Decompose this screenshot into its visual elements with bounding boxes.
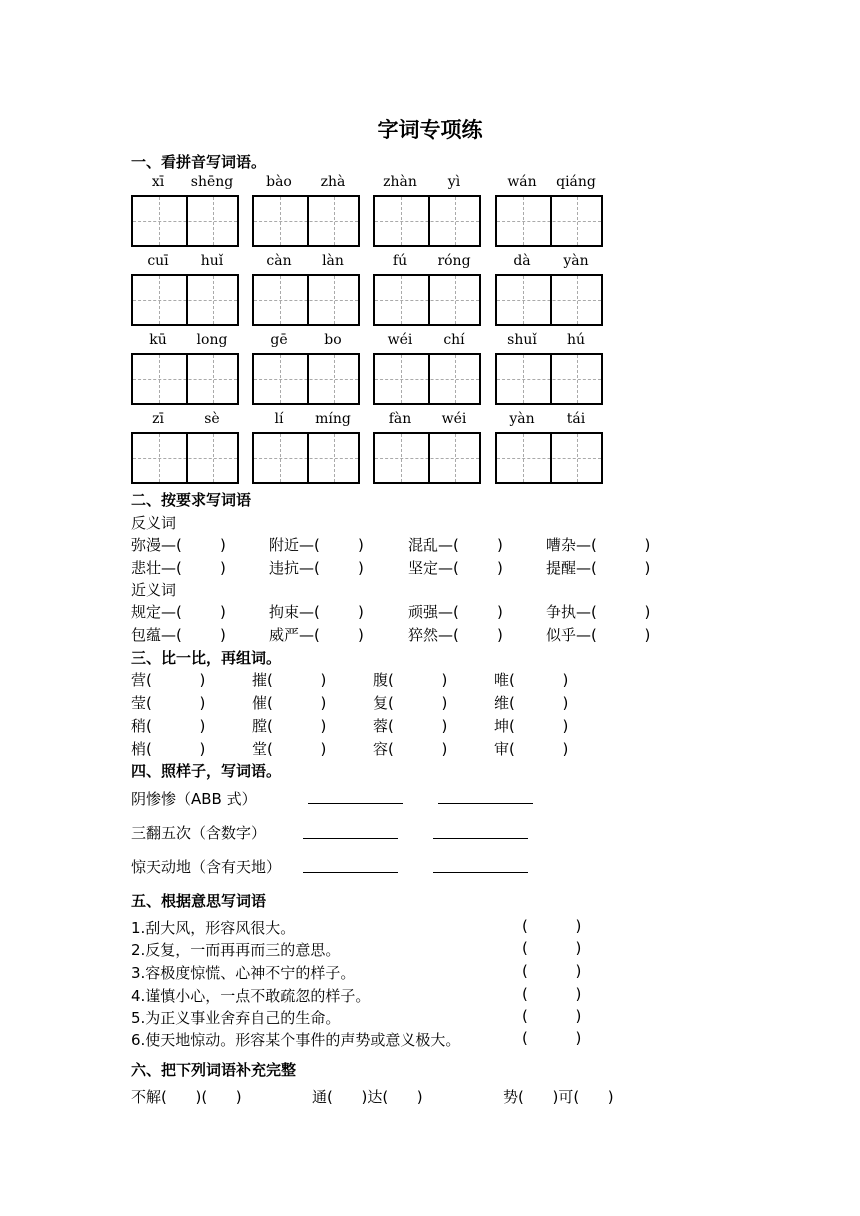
pinyin-label: chí (443, 332, 465, 348)
pinyin-label: kū (149, 332, 167, 348)
pinyin-label: bào (266, 174, 292, 190)
word-pair: 提醒—( ) (546, 559, 651, 577)
writing-grid[interactable] (252, 353, 360, 405)
answer-line[interactable] (308, 803, 403, 804)
word-pair: 嘈杂—( ) (546, 536, 651, 554)
word-pair: 似乎—( ) (546, 626, 651, 644)
compare-word: 堂( ) (252, 740, 327, 758)
pinyin-label: càn (266, 253, 292, 269)
writing-grid[interactable] (252, 195, 360, 247)
writing-grid[interactable] (373, 274, 481, 326)
compare-word: 摧( ) (252, 671, 327, 689)
definition-item: 2.反复，一而再再而三的意思。 (131, 941, 341, 959)
example-item: 阴惨惨（ABB 式） (131, 790, 257, 808)
writing-grid[interactable] (495, 274, 603, 326)
pinyin-label: gē (270, 332, 288, 348)
writing-grid[interactable] (373, 195, 481, 247)
definition-item: 5.为正义事业舍弃自己的生命。 (131, 1009, 341, 1027)
section-1-heading: 一、看拼音写词语。 (131, 153, 267, 171)
compare-word: 坤( ) (494, 717, 569, 735)
pinyin-label: yàn (563, 253, 589, 269)
compare-word: 莹( ) (131, 694, 206, 712)
pinyin-label: fàn (388, 411, 412, 427)
answer-line[interactable] (433, 872, 528, 873)
compare-word: 容( ) (373, 740, 448, 758)
pinyin-label: bo (324, 332, 342, 348)
compare-word: 梢( ) (131, 740, 206, 758)
idiom-fill: 不解( )( ) (131, 1088, 242, 1106)
pinyin-label: tái (566, 411, 586, 427)
pinyin-label: shuǐ (507, 332, 537, 348)
word-pair: 坚定—( ) (408, 559, 503, 577)
pinyin-label: dà (513, 253, 531, 269)
word-pair: 猝然—( ) (408, 626, 503, 644)
pinyin-label: zhà (320, 174, 346, 190)
writing-grid[interactable] (495, 432, 603, 484)
compare-word: 催( ) (252, 694, 327, 712)
writing-grid[interactable] (495, 353, 603, 405)
pinyin-label: wéi (387, 332, 413, 348)
pinyin-label: long (196, 332, 228, 348)
example-item: 惊天动地（含有天地） (131, 858, 282, 876)
word-pair: 拘束—( ) (269, 603, 364, 621)
idiom-fill: 势( )可( ) (503, 1088, 614, 1106)
pinyin-label: fú (392, 253, 408, 269)
compare-word: 蓉( ) (373, 717, 448, 735)
writing-grid[interactable] (252, 432, 360, 484)
synonym-label: 近义词 (131, 581, 177, 599)
pinyin-label: hú (566, 332, 586, 348)
writing-grid[interactable] (131, 432, 239, 484)
definition-item: 1.刮大风，形容风很大。 (131, 919, 296, 937)
pinyin-label: wéi (441, 411, 467, 427)
pinyin-label: qiáng (556, 174, 596, 190)
pinyin-label: sè (204, 411, 220, 427)
word-pair: 规定—( ) (131, 603, 226, 621)
section-2-heading: 二、按要求写词语 (131, 491, 252, 509)
word-pair: 包蕴—( ) (131, 626, 226, 644)
writing-grid[interactable] (131, 195, 239, 247)
compare-word: 膛( ) (252, 717, 327, 735)
definition-item: 4.谨慎小心，一点不敢疏忽的样子。 (131, 987, 371, 1005)
section-4-heading: 四、照样子，写词语。 (131, 762, 282, 780)
compare-word: 营( ) (131, 671, 206, 689)
word-pair: 混乱—( ) (408, 536, 503, 554)
answer-line[interactable] (303, 872, 398, 873)
answer-line[interactable] (438, 803, 533, 804)
section-3-heading: 三、比一比，再组词。 (131, 649, 282, 667)
pinyin-label: xī (151, 174, 165, 190)
writing-grid[interactable] (373, 432, 481, 484)
word-pair: 违抗—( ) (269, 559, 364, 577)
definition-item: 6.使天地惊动。形容某个事件的声势或意义极大。 (131, 1031, 461, 1049)
page-title: 字词专项练 (377, 118, 483, 142)
answer-paren[interactable]: ( ) (522, 1029, 582, 1047)
answer-line[interactable] (433, 838, 528, 839)
pinyin-label: làn (322, 253, 344, 269)
answer-paren[interactable]: ( ) (522, 939, 582, 957)
word-pair: 附近—( ) (269, 536, 364, 554)
section-6-heading: 六、把下列词语补充完整 (131, 1061, 297, 1079)
pinyin-label: cuī (147, 253, 169, 269)
pinyin-label: lí (274, 411, 284, 427)
pinyin-label: míng (315, 411, 351, 427)
answer-paren[interactable]: ( ) (522, 917, 582, 935)
pinyin-label: zī (152, 411, 164, 427)
compare-word: 维( ) (494, 694, 569, 712)
pinyin-label: yàn (509, 411, 535, 427)
pinyin-label: shēng (190, 174, 234, 190)
word-pair: 悲壮—( ) (131, 559, 226, 577)
writing-grid[interactable] (131, 274, 239, 326)
word-pair: 弥漫—( ) (131, 536, 226, 554)
writing-grid[interactable] (373, 353, 481, 405)
word-pair: 争执—( ) (546, 603, 651, 621)
compare-word: 唯( ) (494, 671, 569, 689)
writing-grid[interactable] (252, 274, 360, 326)
definition-item: 3.容极度惊慌、心神不宁的样子。 (131, 964, 356, 982)
pinyin-label: yì (447, 174, 461, 190)
writing-grid[interactable] (131, 353, 239, 405)
pinyin-label: róng (437, 253, 471, 269)
pinyin-label: zhàn (383, 174, 417, 190)
compare-word: 审( ) (494, 740, 569, 758)
pinyin-label: wán (507, 174, 537, 190)
compare-word: 稍( ) (131, 717, 206, 735)
compare-word: 腹( ) (373, 671, 448, 689)
example-item: 三翻五次（含数字） (131, 824, 267, 842)
answer-paren[interactable]: ( ) (522, 1007, 582, 1025)
writing-grid[interactable] (495, 195, 603, 247)
word-pair: 顽强—( ) (408, 603, 503, 621)
answer-paren[interactable]: ( ) (522, 962, 582, 980)
answer-paren[interactable]: ( ) (522, 985, 582, 1003)
word-pair: 威严—( ) (269, 626, 364, 644)
compare-word: 复( ) (373, 694, 448, 712)
pinyin-label: huǐ (200, 253, 224, 269)
idiom-fill: 通( )达( ) (312, 1088, 423, 1106)
answer-line[interactable] (303, 838, 398, 839)
section-5-heading: 五、根据意思写词语 (131, 892, 267, 910)
antonym-label: 反义词 (131, 514, 177, 532)
